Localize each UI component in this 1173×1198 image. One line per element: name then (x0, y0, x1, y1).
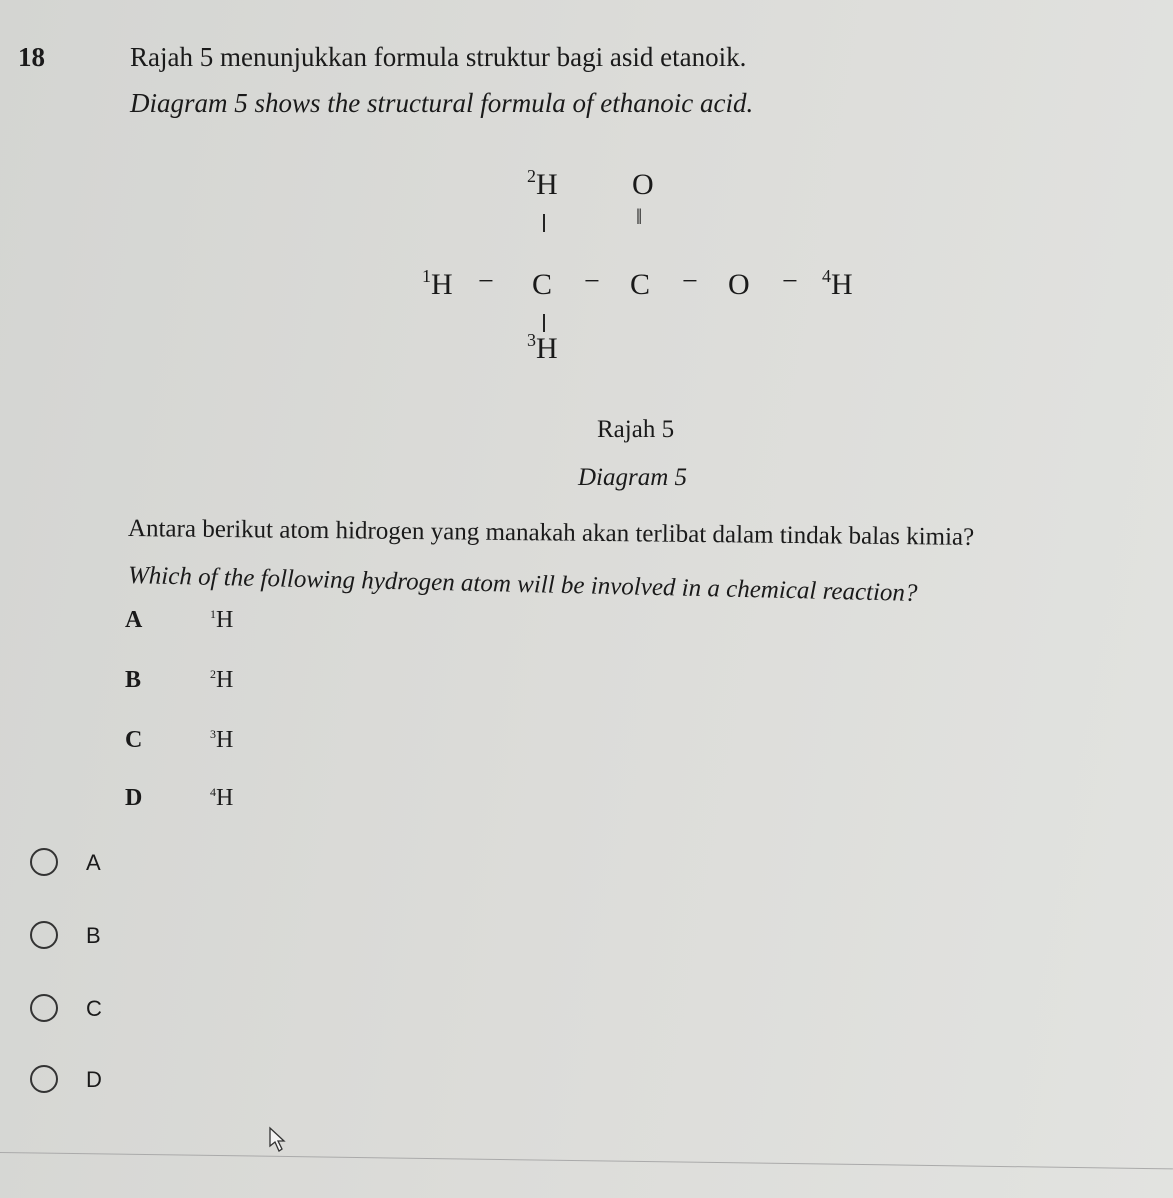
atom-h4: $^4$H (822, 266, 853, 301)
diagram-caption-en: Diagram 5 (578, 464, 688, 491)
atom-c2: C (630, 268, 651, 301)
atom-h1: $^1$H (422, 266, 453, 301)
radio-label-b[interactable]: B (86, 923, 101, 948)
bond: − (478, 266, 494, 297)
radio-option-d[interactable] (30, 1065, 58, 1093)
radio-label-c[interactable]: C (86, 996, 102, 1021)
atom-h3: $^3$H (527, 330, 558, 365)
atom-c1: C (532, 268, 553, 301)
bond-vertical (543, 314, 545, 332)
bond: − (584, 266, 600, 297)
choice-item: D $^4$H (125, 785, 234, 811)
radio-option-a[interactable] (30, 848, 58, 876)
bond: − (782, 266, 798, 297)
divider (0, 1152, 1173, 1169)
double-bond: ‖ (636, 204, 643, 229)
prompt-ms: Antara berikut atom hidrogen yang manakah akan terlibat dalam tindak balas kimia? (127, 515, 975, 551)
diagram-caption-ms: Rajah 5 (597, 416, 675, 443)
radio-option-c[interactable] (30, 994, 58, 1022)
choice-item: B $^2$H (125, 667, 234, 693)
choice-item: A $^1$H (125, 607, 234, 633)
radio-label-a[interactable]: A (86, 850, 101, 875)
atom-o-top: O (632, 168, 654, 201)
bond-vertical (543, 214, 545, 232)
radio-option-b[interactable] (30, 921, 58, 949)
question-number: 18 (18, 42, 45, 72)
mouse-cursor-icon (268, 1126, 288, 1154)
prompt-en: Which of the following hydrogen atom will be involved in a chemical reaction? (127, 562, 918, 607)
atom-h2: $^2$H (527, 166, 558, 201)
question-text-en: Diagram 5 shows the structural formula of ethanoic acid. (130, 88, 754, 118)
radio-label-d[interactable]: D (86, 1067, 102, 1092)
atom-o-mid: O (728, 268, 750, 301)
bond: − (682, 266, 698, 297)
question-text-ms: Rajah 5 menunjukkan formula struktur bagi asid etanoik. (130, 42, 747, 72)
choice-item: C $^3$H (125, 727, 234, 753)
